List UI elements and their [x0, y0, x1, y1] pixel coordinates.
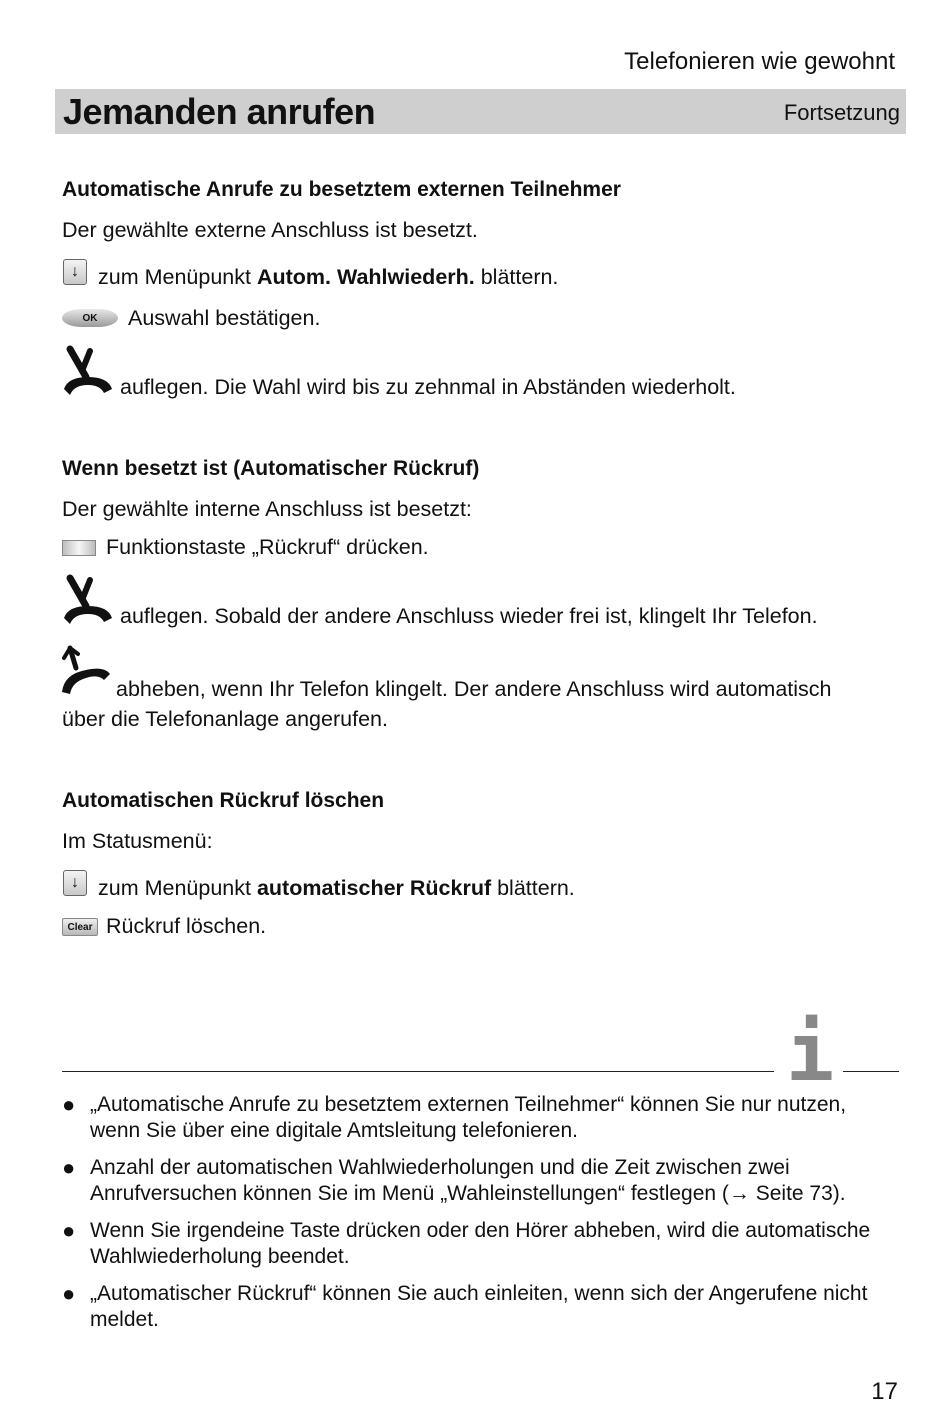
step-pick-up: abheben, wenn Ihr Telefon klingelt. Der andere Anschluss wird automatisch	[116, 677, 832, 701]
step-pick-up-continued: über die Telefonanlage angerufen.	[62, 707, 388, 731]
ok-key-icon: OK	[62, 309, 118, 327]
menu-item-name: automatischer Rückruf	[256, 876, 492, 900]
arrow-down-key-icon: ↓	[63, 870, 87, 896]
bullet-icon: ●	[62, 1281, 76, 1306]
step-scroll-menu: zum Menüpunkt Autom. Wahlwiederh. blättern.	[98, 265, 559, 289]
step-hang-up: auflegen. Die Wahl wird bis zu zehnmal in Abständen wiederholt.	[120, 375, 736, 399]
list-item: ● Wenn Sie irgendeine Taste drücken oder den Hörer abheben, wird die automatische Wahlwiederholung beendet.	[62, 1218, 871, 1268]
list-item: ● „Automatische Anrufe zu besetztem externen Teilnehmer“ können Sie nur nutzen, wenn Sie über eine digitale Amtsleitung telefonieren.	[62, 1092, 847, 1142]
section-heading-auto-callback: Wenn besetzt ist (Automatischer Rückruf)	[62, 457, 480, 480]
step-press-function-key: Funktionstaste „Rückruf“ drücken.	[106, 535, 429, 559]
arrow-down-key-icon: ↓	[63, 259, 87, 285]
step-scroll-menu: zum Menüpunkt automatischer Rückruf blättern.	[98, 876, 575, 900]
section-intro: Der gewählte interne Anschluss ist besetzt:	[62, 497, 472, 521]
list-item: ● Anzahl der automatischen Wahlwiederholungen und die Zeit zwischen zwei Anrufversuchen können Sie im Menü „Wahleinstellungen“ festlegen (→ Seite 73).	[62, 1155, 846, 1205]
info-divider-left	[62, 1071, 774, 1072]
page-title: Jemanden anrufen	[63, 91, 376, 132]
clear-key-icon: Clear	[62, 918, 98, 936]
handset-up-icon	[60, 644, 114, 698]
title-bar	[55, 89, 906, 134]
continuation-label: Fortsetzung	[783, 100, 900, 125]
section-heading-external-busy: Automatische Anrufe zu besetztem externen Teilnehmer	[62, 178, 621, 201]
step-hang-up: auflegen. Sobald der andere Anschluss wieder frei ist, klingelt Ihr Telefon.	[120, 604, 818, 628]
step-delete-callback: Rückruf löschen.	[106, 914, 267, 938]
step-confirm: Auswahl bestätigen.	[128, 306, 321, 330]
section-heading-delete-callback: Automatischen Rückruf löschen	[62, 789, 385, 812]
section-intro: Der gewählte externe Anschluss ist besetzt.	[62, 218, 478, 242]
bullet-icon: ●	[62, 1218, 76, 1243]
chapter-title: Telefonieren wie gewohnt	[624, 48, 895, 75]
handset-down-icon	[60, 574, 114, 628]
bullet-icon: ●	[62, 1155, 76, 1180]
info-icon: i	[786, 1006, 835, 1099]
page-number: 17	[871, 1378, 898, 1405]
handset-down-icon	[60, 345, 114, 399]
bullet-icon: ●	[62, 1092, 76, 1117]
menu-item-name: Autom. Wahlwiederh.	[256, 265, 475, 289]
info-divider-right	[843, 1071, 899, 1072]
function-key-icon	[62, 540, 96, 556]
info-bullet-list	[62, 1092, 902, 1344]
list-item: ● „Automatischer Rückruf“ können Sie auch einleiten, wenn sich der Angerufene nicht meldet.	[62, 1281, 868, 1331]
section-intro: Im Statusmenü:	[62, 829, 213, 853]
